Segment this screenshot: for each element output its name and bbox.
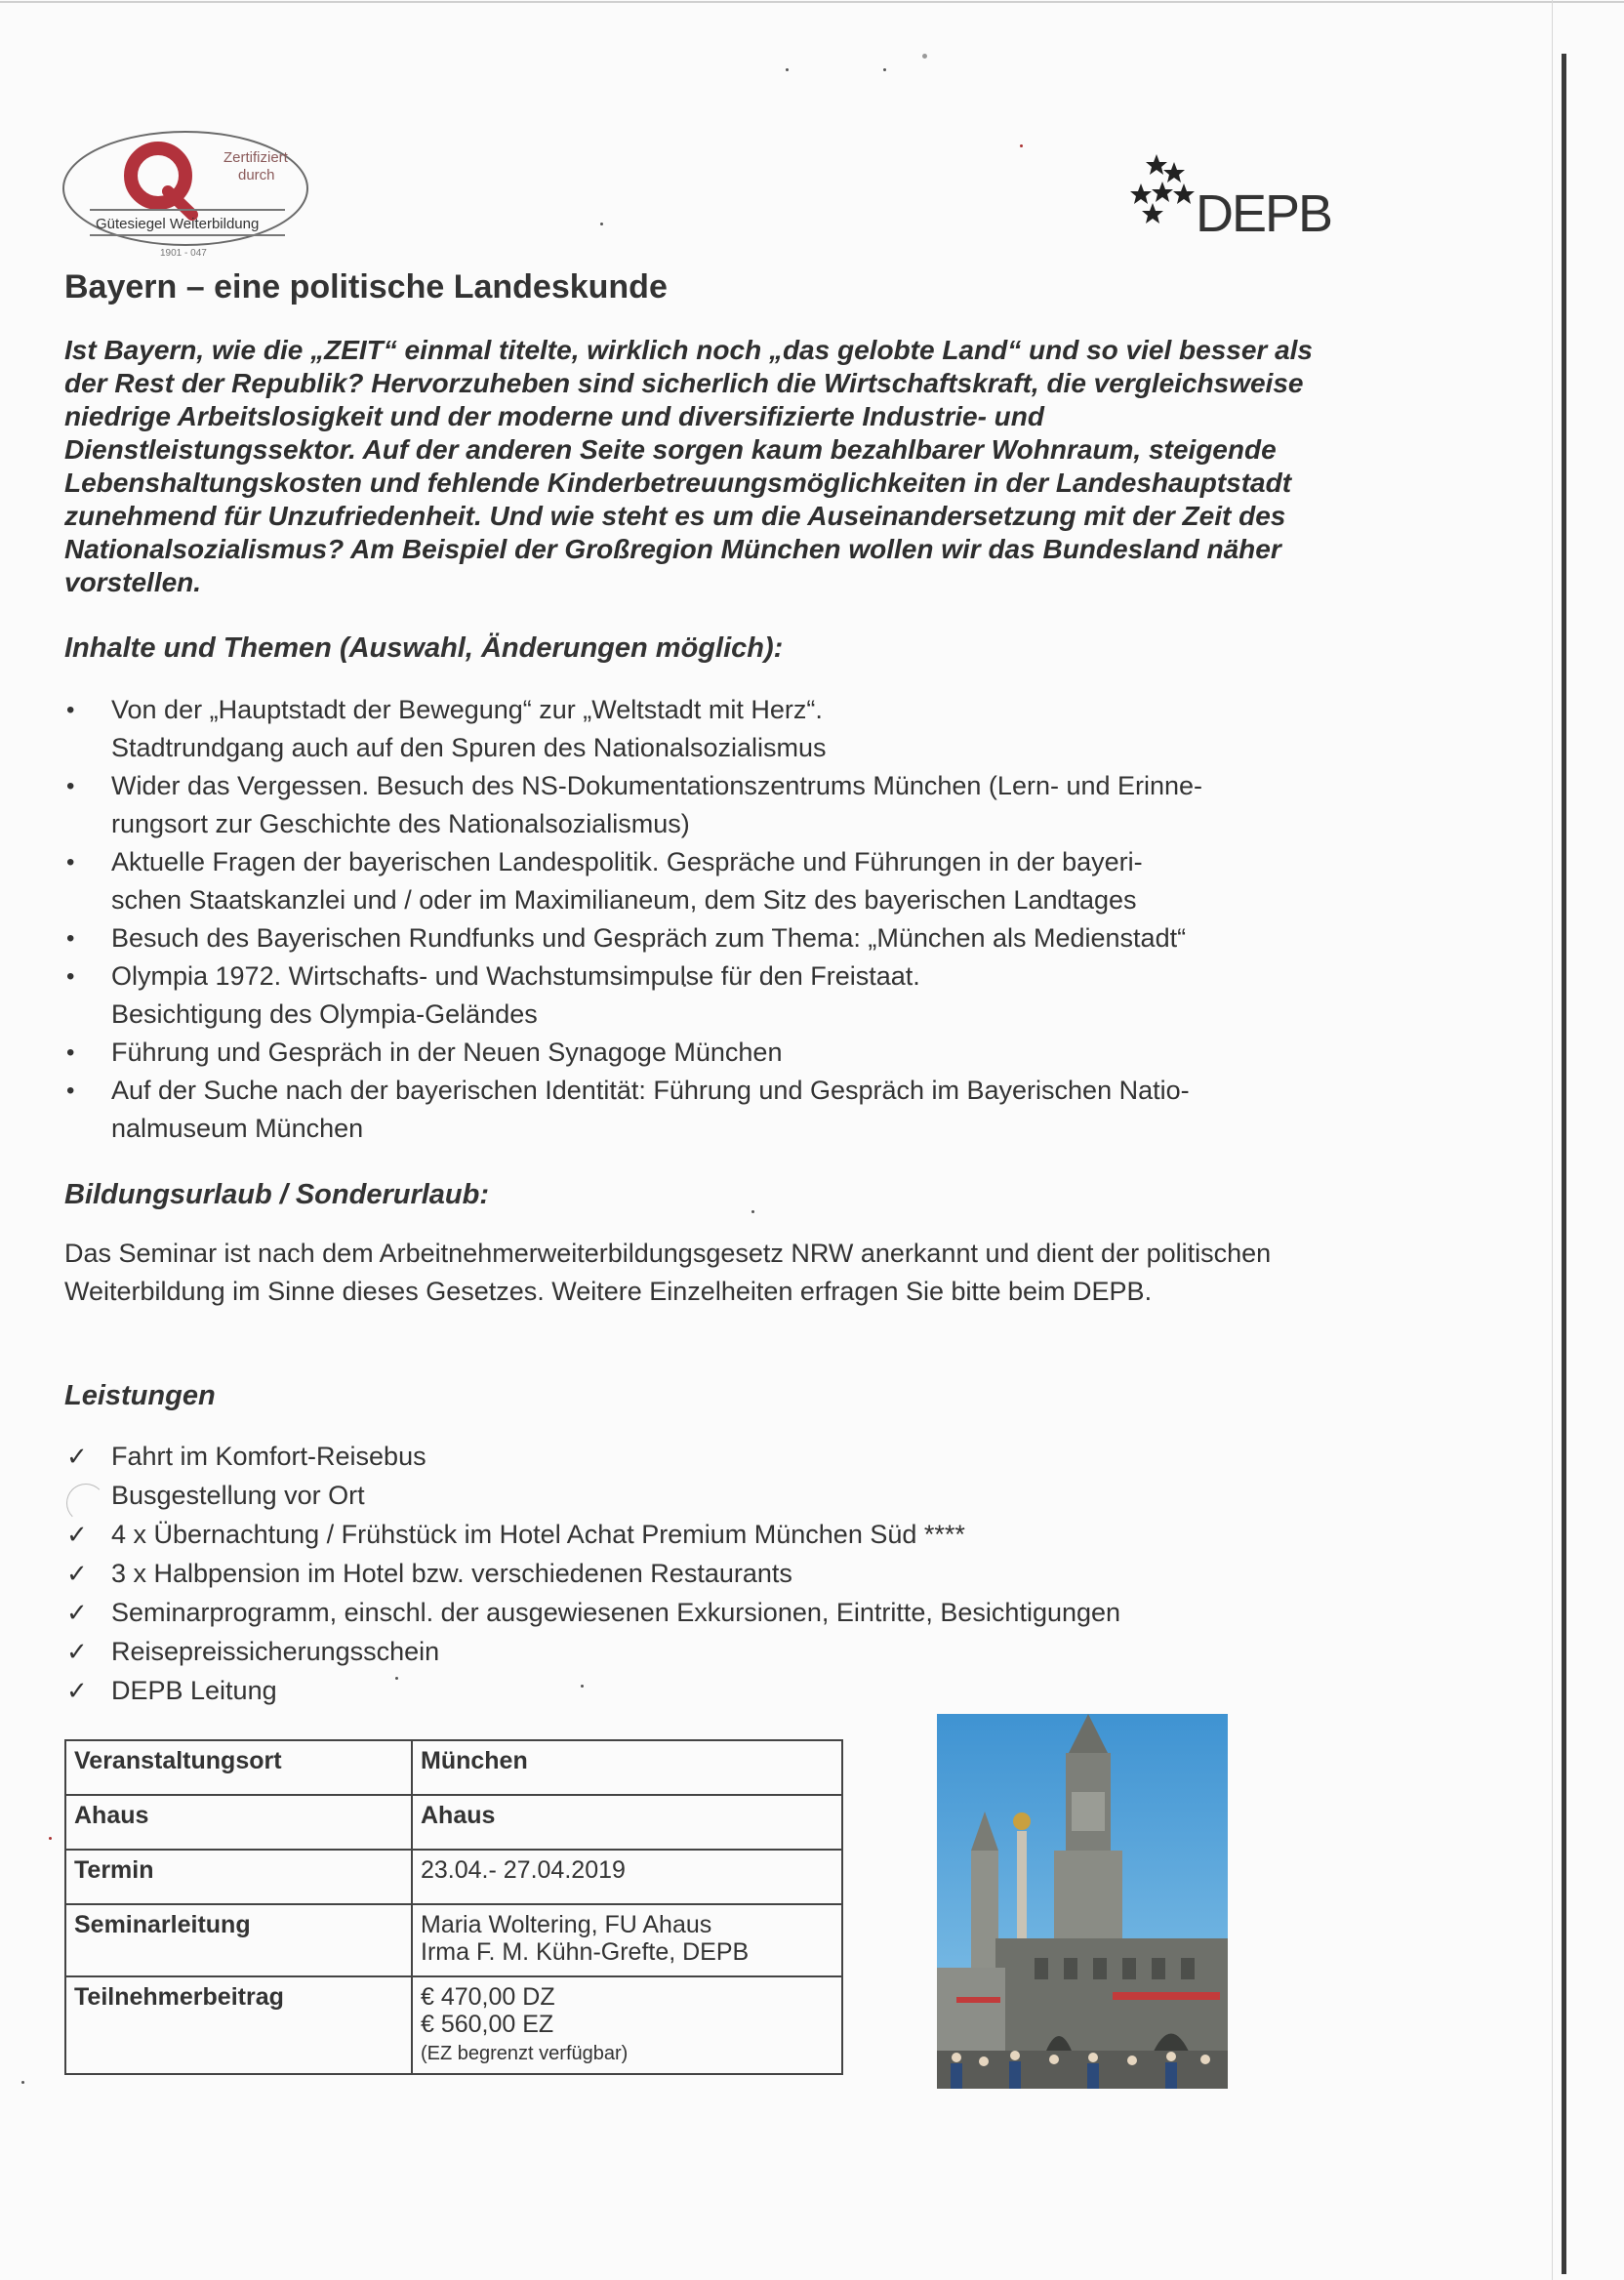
checkmark-icon: ✓	[66, 1676, 88, 1705]
service-item	[64, 1515, 1333, 1554]
depb-logo-text: DEPB	[1196, 184, 1332, 243]
service-label: 4 x Übernachtung / Frühstück im Hotel Achat Premium München Süd ****	[111, 1520, 965, 1549]
munich-town-hall-photo	[937, 1714, 1228, 2089]
service-label: Reisepreissicherungsschein	[111, 1637, 440, 1666]
seal-text-certified: Zertifiziert	[223, 149, 288, 166]
table-value	[412, 1976, 842, 2074]
topic-line: Besuch des Bayerischen Rundfunks und Gespräch zum Thema: „München als Medienstadt“	[111, 923, 1187, 953]
topic-line: Wider das Vergessen. Besuch des NS-Dokumentationszentrums München (Lern- und Erinne-	[111, 771, 1203, 800]
fee-single: € 560,00 EZ	[421, 2011, 554, 2038]
topic-line: schen Staatskanzlei und / oder im Maximilianeum, dem Sitz des bayerischen Landtages	[111, 885, 1137, 915]
topics-list	[64, 691, 1333, 1148]
depb-logo	[1127, 154, 1332, 243]
topic-item	[64, 843, 1333, 919]
page-title: Bayern – eine politische Landeskunde	[64, 268, 668, 305]
seminar-leader-1: Maria Woltering, FU Ahaus	[421, 1911, 712, 1938]
scan-speck	[922, 54, 927, 59]
topic-line: Besichtigung des Olympia-Geländes	[111, 999, 538, 1029]
scan-edge-line	[1552, 0, 1553, 2280]
scan-speck	[786, 68, 789, 71]
seal-text-by: durch	[238, 167, 275, 183]
table-row	[65, 1904, 842, 1976]
services-list	[64, 1437, 1333, 1710]
educational-leave-text: Das Seminar ist nach dem Arbeitnehmerweiterbildungsgesetz NRW anerkannt und dient der politischen Weiterbildung im Sinne dieses Gesetzes. Weitere Einzelheiten erfragen Sie bitte beim DEPB.	[64, 1239, 1272, 1306]
table-value	[412, 1904, 842, 1976]
seminar-leader-2: Irma F. M. Kühn-Grefte, DEPB	[421, 1938, 750, 1966]
bullet-icon: •	[66, 849, 75, 875]
topic-line: nalmuseum München	[111, 1114, 364, 1143]
service-item	[64, 1671, 1333, 1710]
topic-line: Stadtrundgang auch auf den Spuren des Nationalsozialismus	[111, 733, 827, 762]
scan-speck	[49, 1837, 52, 1840]
table-value: Ahaus	[412, 1795, 842, 1850]
checkmark-icon: ✓	[66, 1637, 88, 1666]
educational-leave-heading: Bildungsurlaub / Sonderurlaub:	[64, 1179, 489, 1210]
topic-line: Führung und Gespräch in der Neuen Synagoge München	[111, 1038, 783, 1067]
checkmark-icon: ✓	[66, 1520, 88, 1549]
scan-speck	[21, 2081, 24, 2084]
topic-line: Auf der Suche nach der bayerischen Identität: Führung und Gespräch im Bayerischen Natio-	[111, 1076, 1190, 1105]
intro-paragraph: Ist Bayern, wie die „ZEIT“ einmal titelte, wirklich noch „das gelobte Land“ und so viel besser als der Rest der Republik? Hervorzuheben sind sicherlich die Wirtschaftskraft, die vergleichsweise niedrige Arbeitslosigkeit und der moderne und diversifizierte Industrie- und Dienstleistungssektor. Auf der anderen Seite sorgen kaum bezahlbarer Wohnraum, steigende Lebenshaltungskosten und fehlende Kinderbetreuungsmöglichkeiten in der Landeshauptstadt zunehmend für Unzufriedenheit. Und wie steht es um die Auseinandersetzung mit der Zeit des Nationalsozialismus? Am Beispiel der Großregion München wollen wir das Bundesland näher vorstellen.	[64, 335, 1314, 597]
certification-seal-graphic	[61, 115, 312, 262]
topic-item	[64, 1072, 1333, 1148]
service-label: DEPB Leitung	[111, 1676, 277, 1705]
town-hall-illustration	[937, 1714, 1228, 2089]
topic-item	[64, 767, 1333, 843]
service-item	[64, 1593, 1333, 1632]
table-label: Seminarleitung	[65, 1904, 412, 1976]
scan-speck	[1020, 144, 1023, 147]
table-label: Termin	[65, 1850, 412, 1904]
topic-item	[64, 1034, 1333, 1072]
table-label: Veranstaltungsort	[65, 1740, 412, 1795]
topic-line: Aktuelle Fragen der bayerischen Landespolitik. Gespräche und Führungen in der bayeri-	[111, 847, 1143, 876]
topics-heading: Inhalte und Themen (Auswahl, Änderungen möglich):	[64, 632, 784, 664]
stars-icon	[1127, 154, 1200, 232]
service-label: Busgestellung vor Ort	[111, 1481, 365, 1510]
services-heading: Leistungen	[64, 1380, 216, 1411]
scan-speck	[600, 223, 603, 225]
topic-item	[64, 919, 1333, 957]
service-item	[64, 1437, 1333, 1476]
table-row	[65, 1795, 842, 1850]
service-label: Seminarprogramm, einschl. der ausgewiesenen Exkursionen, Eintritte, Besichtigungen	[111, 1598, 1121, 1627]
topic-line: Olympia 1972. Wirtschafts- und Wachstumsimpulse für den Freistaat.	[111, 961, 920, 991]
seal-text-name: Gütesiegel Weiterbildung	[96, 216, 260, 232]
bullet-icon: •	[66, 1039, 75, 1066]
checkmark-icon: ✓	[66, 1442, 88, 1471]
bullet-icon: •	[66, 925, 75, 952]
service-label: 3 x Halbpension im Hotel bzw. verschiedenen Restaurants	[111, 1559, 792, 1588]
table-value: München	[412, 1740, 842, 1795]
seal-text-number: 1901 - 047	[160, 248, 207, 259]
topic-line: Von der „Hauptstadt der Bewegung“ zur „Weltstadt mit Herz“.	[111, 695, 823, 724]
service-item	[64, 1554, 1333, 1593]
scan-top-edge	[0, 1, 1624, 3]
service-item	[64, 1632, 1333, 1671]
certification-seal	[61, 115, 312, 262]
scan-speck	[751, 1210, 754, 1213]
scan-speck	[883, 68, 886, 71]
scan-right-border	[1562, 54, 1566, 2274]
table-value: 23.04.- 27.04.2019	[412, 1850, 842, 1904]
checkmark-icon: ✓	[66, 1559, 88, 1588]
topic-item	[64, 691, 1333, 767]
bullet-icon: •	[66, 1078, 75, 1104]
fee-double: € 470,00 DZ	[421, 1983, 555, 2011]
seminar-info-table	[64, 1739, 843, 2075]
table-label: Teilnehmerbeitrag	[65, 1976, 412, 2074]
table-row	[65, 1740, 842, 1795]
table-label: Ahaus	[65, 1795, 412, 1850]
fee-note: (EZ begrenzt verfügbar)	[421, 2043, 629, 2064]
bullet-icon: •	[66, 697, 75, 723]
checkmark-icon: ✓	[66, 1598, 88, 1627]
table-row	[65, 1850, 842, 1904]
service-label: Fahrt im Komfort-Reisebus	[111, 1442, 426, 1471]
topic-item	[64, 957, 1333, 1034]
bullet-icon: •	[66, 773, 75, 799]
bullet-icon: •	[66, 963, 75, 990]
table-row	[65, 1976, 842, 2074]
service-item	[64, 1476, 1333, 1515]
topic-line: rungsort zur Geschichte des Nationalsozialismus)	[111, 809, 690, 838]
